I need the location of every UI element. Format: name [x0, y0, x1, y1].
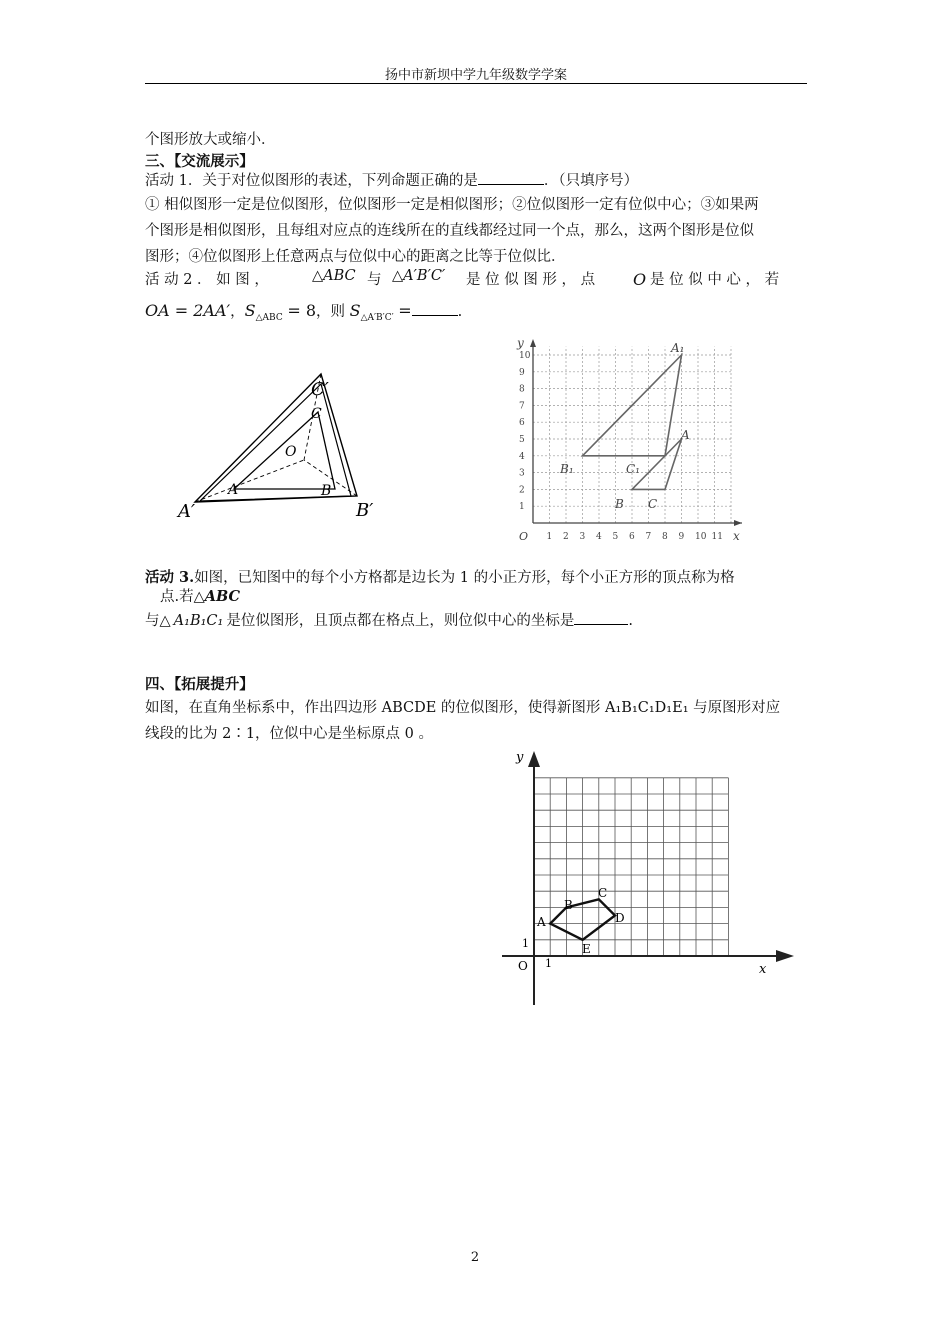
y-tick-label: 3: [519, 468, 525, 479]
activity3-label: 活动 3.: [145, 569, 195, 586]
eq-dot: .: [457, 304, 463, 320]
label-b-grid: B: [615, 497, 624, 511]
activity3-text3d: .: [628, 613, 633, 629]
x-tick-label: 3: [579, 532, 586, 542]
section4-line1: 如图，在直角坐标系中，作出四边形 ABCDE 的位似图形，使得新图形 A₁B₁C₁D₁E₁ 与原图形对应: [145, 700, 781, 716]
origin-label: O: [519, 530, 529, 543]
activity1-question-text: 活动 1．关于对位似图形的表述，下列命题正确的是: [145, 173, 478, 189]
label-a: A: [537, 915, 546, 929]
label-a: A: [228, 482, 239, 498]
page-number: 2: [470, 1250, 480, 1265]
label-b1: B₁: [560, 462, 574, 476]
activity1-answer-blank[interactable]: [478, 170, 544, 185]
label-c: C: [598, 886, 608, 900]
x-tick-label: 5: [612, 532, 619, 542]
header-rule: [145, 83, 807, 84]
y-tick-label: 5: [519, 435, 525, 445]
eq-oa: OA = 2AA′: [145, 301, 231, 320]
x-axis-label: x: [733, 529, 740, 543]
label-d: D: [615, 911, 625, 925]
y-axis-arrow: [530, 339, 536, 347]
x-tick-label: 10: [695, 532, 707, 542]
x-tick-label: 1: [546, 532, 553, 542]
x-axis-arrow: [776, 950, 794, 962]
x-tick-label: 11: [711, 532, 723, 542]
label-e: E: [582, 942, 591, 956]
y-axis-label: y: [517, 336, 524, 350]
y-tick-label: 10: [519, 351, 531, 361]
activity3-line1: [145, 566, 735, 587]
x-tick-label: 4: [596, 532, 602, 542]
activity1-suffix: ．（只填序号）: [543, 173, 639, 189]
origin-label: O: [518, 959, 528, 973]
x-tick-labels: [547, 532, 723, 542]
label-c: C: [311, 406, 322, 422]
dash-a-prime-o: [195, 460, 304, 502]
label-c-grid: C: [648, 497, 658, 511]
y-tick-labels: [519, 351, 531, 512]
intro-tail: 个图形放大或缩小．: [145, 132, 276, 148]
homothety-triangle-figure: [170, 365, 380, 525]
eq-s-abc-symbol: S: [244, 301, 256, 320]
x-tick-label: 8: [662, 532, 668, 542]
eq-s-prime-sub: △A′B′C′: [360, 312, 394, 323]
label-b: B: [564, 898, 573, 912]
activity3-text3c: 是位似图形，且顶点都在格点上，则位似中心的坐标是: [226, 613, 575, 629]
label-b-prime: B′: [356, 500, 374, 521]
x-tick-label: 9: [678, 532, 685, 542]
activity1-line3: 图形；④位似图形上任意两点与位似中心的距离之比等于位似比．: [145, 249, 566, 265]
activity3-text2a: 点.若△: [160, 589, 205, 605]
label-b: B: [321, 483, 332, 499]
activity3-text1: 如图，已知图中的每个小方格都是边长为 1 的小正方形，每个小正方形的顶点称为格: [194, 570, 735, 586]
y-tick-label: 7: [519, 401, 525, 412]
eq-s-abc-sub: △ABC: [255, 312, 283, 323]
activity1-question: [145, 169, 638, 190]
x-axis-arrow: [734, 520, 742, 526]
activity3-text2b: ABC: [204, 588, 241, 605]
activity2-equation: OA = 2AA′，$S_{\triangle ABC} = 8$，则 $S_{\triangle A'B'C'}$ = .: [145, 301, 463, 323]
y-tick-label: 9: [519, 367, 525, 378]
activity2-tail: 是 位 似 中 心 ， 若: [650, 272, 780, 288]
activity1-line2: 个图形是相似图形，且每组对应点的连线所在的直线都经过同一个点，那么，这两个图形是位似: [145, 223, 754, 239]
activity3-text3b: A₁B₁C₁: [173, 613, 224, 629]
activity2-mid: 是 位 似 图 形 ， 点: [466, 272, 596, 288]
y-unit-label: 1: [522, 937, 529, 950]
grid-lines: [533, 347, 731, 523]
label-a-prime: A′: [178, 501, 196, 522]
eq-s-prime-symbol: S: [349, 301, 361, 320]
section4-line2: 线段的比为 2∶1，位似中心是坐标原点 0 。: [145, 726, 434, 742]
y-tick-label: 8: [519, 384, 525, 395]
coordinate-grid-extension: [500, 745, 800, 1010]
label-a1: A₁: [671, 341, 685, 355]
x-unit-label: 1: [545, 957, 552, 970]
y-axis-arrow: [528, 751, 540, 767]
activity2-answer-blank[interactable]: [412, 305, 458, 316]
y-tick-label: 1: [519, 502, 525, 513]
eq-equals: =: [398, 301, 412, 320]
activity3-text3a: 与△: [145, 613, 171, 629]
coordinate-grid-activity3: [505, 335, 745, 550]
x-axis-label: x: [759, 962, 767, 977]
eq-s-abc-value: = 8: [287, 301, 317, 320]
y-axis-label: y: [516, 750, 524, 765]
page-header: 扬中市新坝中学九年级数学学案: [384, 68, 567, 83]
x-tick-label: 2: [563, 532, 569, 542]
label-a-grid: A: [681, 428, 690, 442]
y-tick-label: 4: [519, 451, 525, 462]
y-tick-label: 6: [519, 418, 525, 429]
activity1-line1: ① 相似图形一定是位似图形，位似图形一定是相似图形；②位似图形一定有位似中心；③如果两: [145, 197, 759, 213]
activity3-line3: [145, 609, 633, 630]
activity2-yu: 与: [367, 272, 382, 288]
y-tick-label: 2: [519, 485, 525, 496]
label-o: O: [285, 444, 297, 460]
section4-heading: 四、【拓展提升】: [145, 676, 254, 693]
section3-heading: 三、【交流展示】: [145, 153, 254, 170]
activity2-tri1: △ABC: [312, 268, 356, 284]
label-c-prime: C′: [311, 379, 329, 400]
activity2-prefix: 活 动 2 ． 如 图 ，: [145, 272, 269, 288]
activity2-point: O: [633, 270, 647, 289]
activity3-line2: [160, 585, 240, 606]
x-tick-label: 6: [629, 532, 635, 542]
label-c1: C₁: [626, 462, 640, 476]
activity2-tri2: △A′B′C′: [392, 268, 446, 284]
x-tick-label: 7: [645, 532, 652, 542]
activity3-answer-blank[interactable]: [574, 610, 628, 625]
eq-ze: ，则: [316, 304, 346, 320]
